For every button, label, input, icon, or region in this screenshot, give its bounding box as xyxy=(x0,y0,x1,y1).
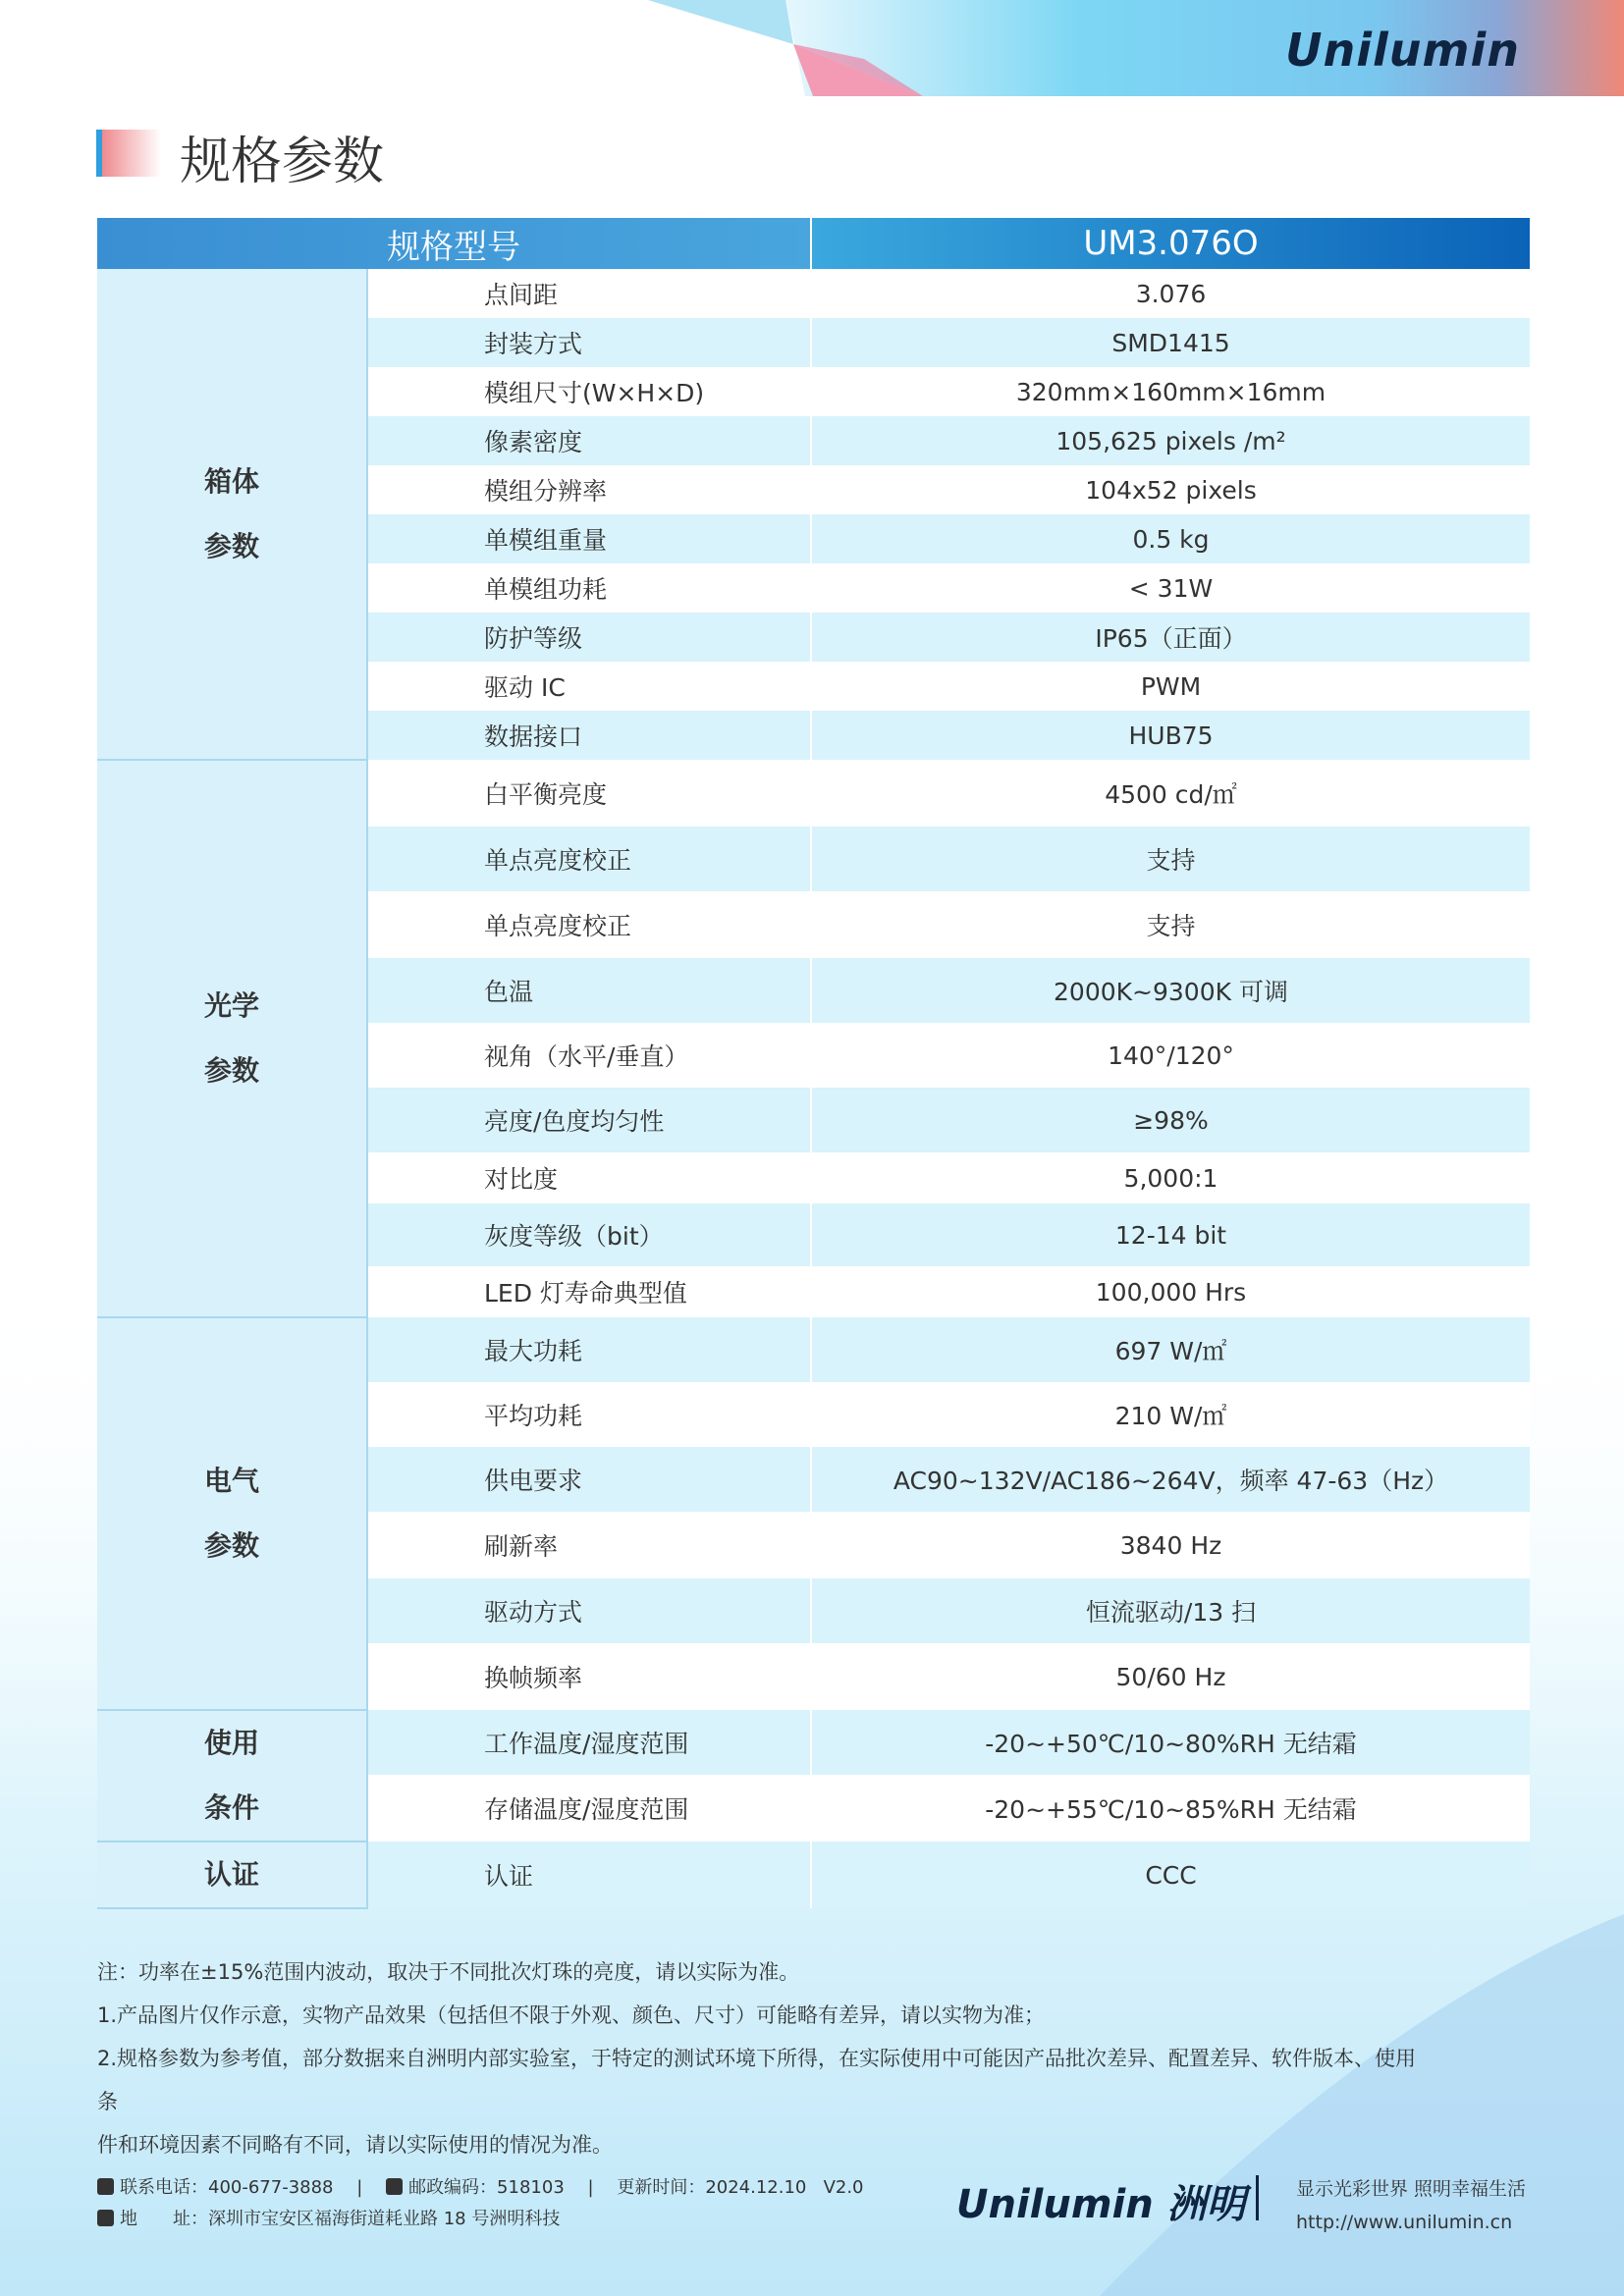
param-name: 换帧频率 xyxy=(367,1643,811,1710)
footer-version: V2.0 xyxy=(823,2177,864,2198)
param-name: 平均功耗 xyxy=(367,1382,811,1447)
group-label-line: 光学 xyxy=(203,989,259,1022)
param-value: 104x52 pixels xyxy=(811,465,1530,514)
table-row xyxy=(97,269,1530,318)
param-value: SMD1415 xyxy=(811,318,1530,367)
param-name: 最大功耗 xyxy=(367,1317,811,1382)
param-value: CCC xyxy=(811,1842,1530,1908)
brand-logo-top: Unilumin xyxy=(1285,24,1520,77)
footer-brand-logo: Unilumin 洲明 xyxy=(956,2182,1246,2227)
group-label-line: 电气 xyxy=(203,1465,259,1497)
param-name: 供电要求 xyxy=(367,1447,811,1512)
group-label-line: 使用 xyxy=(203,1727,259,1759)
notes xyxy=(97,1950,1433,2166)
param-value: 支持 xyxy=(811,827,1530,891)
param-value: 0.5 kg xyxy=(811,514,1530,563)
param-name: 白平衡亮度 xyxy=(367,760,811,827)
param-value: 210 W/㎡ xyxy=(811,1382,1530,1447)
group-label-line: 参数 xyxy=(203,529,259,562)
header-label: 规格型号 xyxy=(97,218,811,269)
note-line: 注：功率在±15%范围内波动，取决于不同批次灯珠的亮度，请以实际为准。 xyxy=(97,1960,800,1984)
page-title: 规格参数 xyxy=(180,133,385,191)
param-value: -20~+55℃/10~85%RH 无结霜 xyxy=(811,1775,1530,1842)
param-value: HUB75 xyxy=(811,711,1530,760)
param-name: 模组尺寸(W×H×D) xyxy=(367,367,811,416)
param-value: 3.076 xyxy=(811,269,1530,318)
group-label-line: 认证 xyxy=(203,1858,259,1891)
param-value: 4500 cd/㎡ xyxy=(811,760,1530,827)
table-header-row xyxy=(97,218,1530,269)
param-value: 2000K~9300K 可调 xyxy=(811,958,1530,1023)
group-label-line: 参数 xyxy=(203,1529,259,1562)
note-line: 件和环境因素不同略有不同，请以实际使用的情况为准。 xyxy=(97,2133,613,2157)
mail-icon xyxy=(386,2178,403,2195)
footer-divider xyxy=(1256,2175,1259,2220)
param-name: 点间距 xyxy=(367,269,811,318)
param-name: 灰度等级（bit） xyxy=(367,1203,811,1266)
group-label xyxy=(97,760,367,1317)
group-label-line: 条件 xyxy=(203,1791,259,1824)
table-row xyxy=(97,1317,1530,1382)
location-icon xyxy=(97,2210,114,2226)
param-name: 对比度 xyxy=(367,1152,811,1203)
param-value: IP65（正面） xyxy=(811,613,1530,662)
param-name: 数据接口 xyxy=(367,711,811,760)
param-value: 3840 Hz xyxy=(811,1512,1530,1578)
param-value: < 31W xyxy=(811,563,1530,613)
param-name: 认证 xyxy=(367,1842,811,1908)
heading-accent-bar xyxy=(96,130,161,177)
param-name: 驱动 IC xyxy=(367,662,811,711)
footer-postcode: 邮政编码：518103 xyxy=(408,2177,565,2198)
param-value: 105,625 pixels /m² xyxy=(811,416,1530,465)
group-label xyxy=(97,1710,367,1842)
param-name: 驱动方式 xyxy=(367,1578,811,1643)
footer-contact: 联系电话：400-677-3888 | 邮政编码：518103 | 更新时间：2024.12.10 V2.0 地 址：深圳市宝安区福海街道耗业路 18 号洲明科技 xyxy=(97,2172,864,2235)
header-model: UM3.076O xyxy=(811,218,1530,269)
param-value: PWM xyxy=(811,662,1530,711)
note-line: 1.产品图片仅作示意，实物产品效果（包括但不限于外观、颜色、尺寸）可能略有差异，请以实物为准； xyxy=(97,2003,1046,2027)
param-name: 像素密度 xyxy=(367,416,811,465)
footer-phone: 联系电话：400-677-3888 xyxy=(120,2177,334,2198)
param-value: 12-14 bit xyxy=(811,1203,1530,1266)
table-row xyxy=(97,1710,1530,1775)
spec-table xyxy=(97,218,1530,1909)
group-label xyxy=(97,1317,367,1710)
param-value: -20~+50℃/10~80%RH 无结霜 xyxy=(811,1710,1530,1775)
group-label xyxy=(97,269,367,760)
note-line: 2.规格参数为参考值，部分数据来自洲明内部实验室，于特定的测试环境下所得，在实际使用中可能因产品批次差异、配置差异、软件版本、使用条 xyxy=(97,2047,1417,2113)
phone-icon xyxy=(97,2178,114,2195)
footer-updated: 更新时间：2024.12.10 xyxy=(617,2177,807,2198)
footer-address-label: 地 址： xyxy=(120,2209,208,2229)
group-label xyxy=(97,1842,367,1908)
footer-url[interactable]: http://www.unilumin.cn xyxy=(1296,2212,1513,2233)
param-name: LED 灯寿命典型值 xyxy=(367,1266,811,1317)
group-label-line: 箱体 xyxy=(203,464,259,498)
param-value: 5,000:1 xyxy=(811,1152,1530,1203)
table-row xyxy=(97,760,1530,827)
param-name: 色温 xyxy=(367,958,811,1023)
footer-slogan: 显示光彩世界 照明幸福生活 xyxy=(1296,2178,1527,2200)
param-value: 恒流驱动/13 扫 xyxy=(811,1578,1530,1643)
param-name: 单点亮度校正 xyxy=(367,827,811,891)
param-value: 支持 xyxy=(811,891,1530,958)
param-name: 防护等级 xyxy=(367,613,811,662)
footer-address: 深圳市宝安区福海街道耗业路 18 号洲明科技 xyxy=(208,2209,561,2229)
param-name: 单模组重量 xyxy=(367,514,811,563)
param-name: 视角（水平/垂直） xyxy=(367,1023,811,1088)
param-value: AC90~132V/AC186~264V，频率 47-63（Hz） xyxy=(811,1447,1530,1512)
table-row xyxy=(97,1842,1530,1908)
param-name: 刷新率 xyxy=(367,1512,811,1578)
footer-slogan-block xyxy=(1296,2172,1526,2239)
param-value: 100,000 Hrs xyxy=(811,1266,1530,1317)
group-label-line: 参数 xyxy=(203,1054,259,1087)
param-value: 50/60 Hz xyxy=(811,1643,1530,1710)
param-name: 模组分辨率 xyxy=(367,465,811,514)
param-value: ≥98% xyxy=(811,1088,1530,1152)
param-value: 697 W/㎡ xyxy=(811,1317,1530,1382)
param-name: 工作温度/湿度范围 xyxy=(367,1710,811,1775)
param-name: 单点亮度校正 xyxy=(367,891,811,958)
param-value: 140°/120° xyxy=(811,1023,1530,1088)
param-value: 320mm×160mm×16mm xyxy=(811,367,1530,416)
param-name: 亮度/色度均匀性 xyxy=(367,1088,811,1152)
param-name: 单模组功耗 xyxy=(367,563,811,613)
param-name: 存储温度/湿度范围 xyxy=(367,1775,811,1842)
param-name: 封装方式 xyxy=(367,318,811,367)
